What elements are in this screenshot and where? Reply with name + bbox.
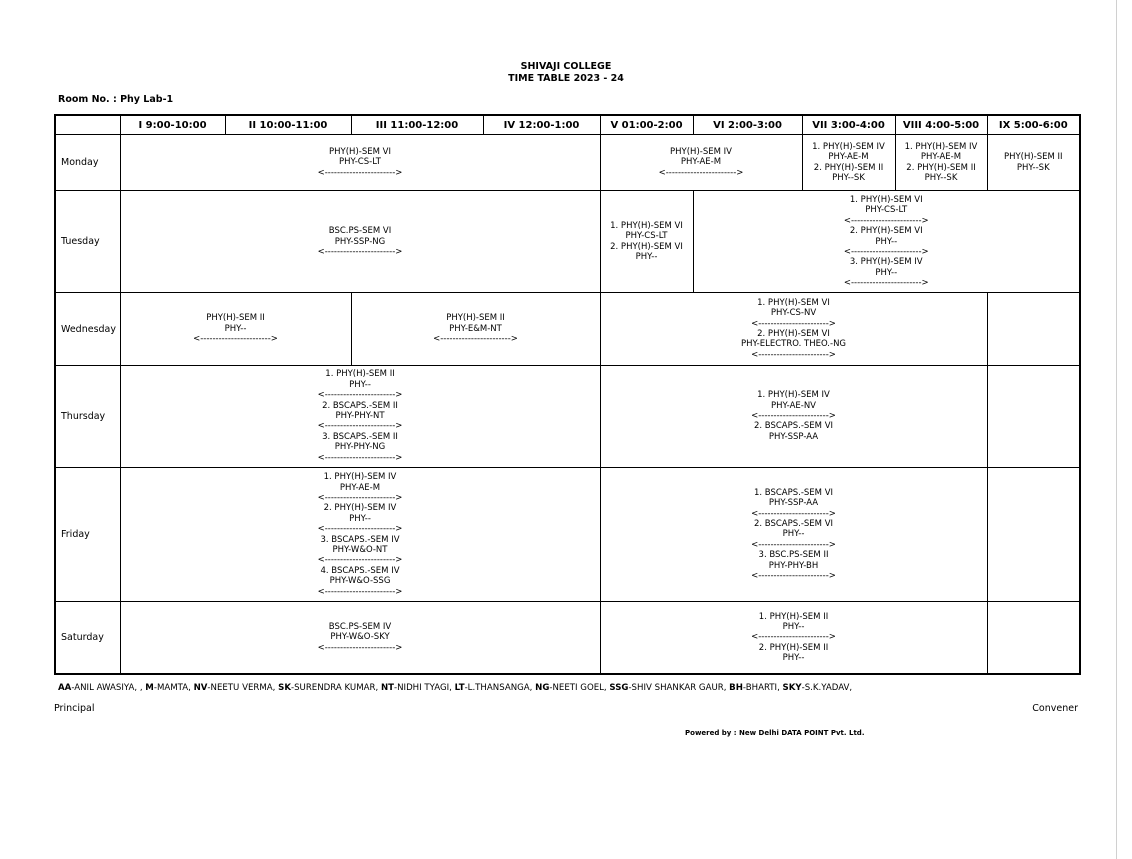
class-line: 2. BSCAPS.-SEM II bbox=[322, 400, 398, 411]
period-header: III 11:00-12:00 bbox=[351, 115, 483, 135]
class-line: 3. BSC.PS-SEM II bbox=[758, 550, 829, 561]
class-line: PHY-W&O-NT bbox=[332, 544, 388, 555]
slot-cell-empty bbox=[987, 365, 1080, 467]
legend-name: -BHARTI, bbox=[742, 683, 783, 693]
class-line: 2. PHY(H)-SEM VI bbox=[849, 226, 923, 237]
slot-cell bbox=[600, 602, 987, 674]
day-label: Thursday bbox=[55, 365, 120, 467]
class-line: PHY-CS-NV bbox=[770, 308, 817, 319]
class-line: PHY-ELECTRO. THEO.-NG bbox=[740, 339, 847, 350]
class-line: 1. PHY(H)-SEM II bbox=[758, 611, 829, 622]
span-arrow: <-----------------------> bbox=[317, 555, 403, 566]
legend-name: -MAMTA, bbox=[153, 683, 194, 693]
class-line: PHY-SSP-AA bbox=[768, 498, 819, 509]
class-line: PHY-SSP-NG bbox=[334, 236, 386, 247]
period-header: I 9:00-10:00 bbox=[120, 115, 225, 135]
class-line: BSC.PS-SEM IV bbox=[328, 622, 392, 633]
slot-cell bbox=[351, 293, 600, 365]
class-line: 2. PHY(H)-SEM II bbox=[813, 162, 884, 173]
slot-cell bbox=[600, 293, 987, 365]
class-line: PHY(H)-SEM II bbox=[1003, 152, 1063, 163]
span-arrow: <-----------------------> bbox=[843, 247, 929, 258]
slot-cell bbox=[895, 135, 987, 191]
span-arrow: <-----------------------> bbox=[751, 508, 836, 519]
class-line: 2. BSCAPS.-SEM VI bbox=[753, 421, 834, 432]
span-arrow: <-----------------------> bbox=[751, 539, 836, 550]
slot-cell-empty bbox=[987, 293, 1080, 365]
timetable bbox=[54, 114, 1081, 675]
span-arrow: <-----------------------> bbox=[751, 571, 836, 581]
class-line: 1. PHY(H)-SEM IV bbox=[323, 472, 397, 483]
slot-cell bbox=[600, 365, 987, 467]
convener-signature: Convener bbox=[1032, 703, 1078, 714]
span-arrow: <-----------------------> bbox=[317, 524, 403, 535]
legend-name: -NIDHI TYAGI, bbox=[394, 683, 455, 693]
day-label: Wednesday bbox=[55, 293, 120, 365]
class-line: PHY-AE-M bbox=[339, 482, 381, 493]
class-line: PHY-- bbox=[782, 622, 805, 633]
class-line: PHY-- bbox=[782, 653, 805, 664]
class-line: PHY--SK bbox=[1016, 162, 1050, 173]
slot-cell bbox=[802, 135, 895, 191]
class-line: PHY-- bbox=[224, 323, 247, 334]
slot-cell bbox=[120, 467, 600, 601]
span-arrow: <-----------------------> bbox=[751, 632, 836, 643]
legend-name: -NEETI GOEL, bbox=[549, 683, 610, 693]
legend-code: SKY bbox=[782, 683, 802, 693]
class-line: 1. PHY(H)-SEM IV bbox=[757, 390, 830, 401]
class-line: PHY--SK bbox=[924, 173, 958, 184]
class-line: 1. PHY(H)-SEM VI bbox=[757, 297, 830, 308]
row-saturday bbox=[55, 602, 1080, 674]
legend-name: -NEETU VERMA, bbox=[207, 683, 279, 693]
class-line: 4. BSCAPS.-SEM IV bbox=[320, 565, 400, 576]
class-line: 3. BSCAPS.-SEM IV bbox=[320, 534, 400, 545]
day-label: Monday bbox=[55, 135, 120, 191]
class-line: 2. BSCAPS.-SEM VI bbox=[753, 518, 834, 529]
span-arrow: <-----------------------> bbox=[317, 492, 403, 503]
class-line: PHY-W&O-SKY bbox=[330, 632, 390, 643]
day-label: Friday bbox=[55, 467, 120, 601]
row-monday bbox=[55, 135, 1080, 191]
class-line: PHY(H)-SEM II bbox=[206, 313, 265, 324]
slot-cell bbox=[987, 135, 1080, 191]
legend-code: NG bbox=[535, 683, 550, 693]
class-line: PHY-SSP-AA bbox=[768, 431, 819, 442]
class-line: PHY(H)-SEM II bbox=[446, 313, 505, 324]
row-thursday bbox=[55, 365, 1080, 467]
class-line: PHY(H)-SEM IV bbox=[670, 147, 732, 157]
day-label: Saturday bbox=[55, 602, 120, 674]
class-line: 1. PHY(H)-SEM IV bbox=[904, 141, 978, 152]
legend-code: SSG bbox=[609, 683, 629, 693]
class-line: PHY-PHY-BH bbox=[768, 560, 819, 571]
span-arrow: <-----------------------> bbox=[843, 215, 929, 226]
span-arrow: <-----------------------> bbox=[751, 411, 836, 422]
span-arrow: <-----------------------> bbox=[317, 390, 403, 401]
span-arrow: <-----------------------> bbox=[317, 247, 403, 258]
page-edge bbox=[1116, 0, 1132, 859]
class-line: 1. PHY(H)-SEM VI bbox=[849, 194, 923, 205]
legend-code: AA bbox=[58, 683, 72, 693]
class-line: PHY--SK bbox=[832, 173, 865, 184]
faculty-legend bbox=[58, 683, 852, 693]
class-line: 3. BSCAPS.-SEM II bbox=[322, 431, 398, 442]
legend-name: -SURENDRA KUMAR, bbox=[290, 683, 381, 693]
span-arrow: <-----------------------> bbox=[317, 586, 403, 597]
legend-code: SK bbox=[278, 683, 291, 693]
slot-cell-empty bbox=[987, 467, 1080, 601]
class-line: PHY-- bbox=[782, 529, 805, 540]
class-line: 2. PHY(H)-SEM II bbox=[758, 642, 829, 653]
corner-cell bbox=[55, 115, 120, 135]
class-line: PHY-CS-LT bbox=[339, 157, 381, 168]
class-line: PHY-PHY-NG bbox=[334, 442, 386, 453]
slot-cell bbox=[120, 602, 600, 674]
class-line: BSC.PS-SEM VI bbox=[328, 226, 392, 237]
span-arrow: <-----------------------> bbox=[317, 421, 403, 432]
span-arrow: <-----------------------> bbox=[317, 452, 403, 463]
day-label: Tuesday bbox=[55, 191, 120, 293]
row-wednesday bbox=[55, 293, 1080, 365]
period-header: II 10:00-11:00 bbox=[225, 115, 351, 135]
timetable-title: TIME TABLE 2023 - 24 bbox=[508, 73, 624, 84]
span-arrow: <-----------------------> bbox=[317, 642, 403, 653]
row-friday bbox=[55, 467, 1080, 601]
class-line: 1. BSCAPS.-SEM VI bbox=[753, 487, 834, 498]
class-line: 2. PHY(H)-SEM II bbox=[906, 162, 976, 173]
legend-code: NT bbox=[380, 683, 394, 693]
room-number: Room No. : Phy Lab-1 bbox=[58, 94, 174, 105]
class-line: PHY-- bbox=[875, 236, 898, 247]
header-row bbox=[55, 115, 1080, 135]
principal-signature: Principal bbox=[54, 703, 95, 714]
legend-code: BH bbox=[729, 683, 743, 693]
class-line: 2. PHY(H)-SEM VI bbox=[757, 329, 830, 340]
class-line: PHY-- bbox=[875, 267, 898, 278]
class-line: PHY-AE-M bbox=[680, 157, 722, 168]
span-arrow: <-----------------------> bbox=[751, 349, 836, 360]
slot-cell bbox=[600, 135, 802, 191]
class-line: PHY-- bbox=[349, 513, 371, 524]
period-header: IX 5:00-6:00 bbox=[987, 115, 1080, 135]
class-line: PHY-CS-LT bbox=[625, 231, 668, 242]
legend-name: -SHIV SHANKAR GAUR, bbox=[628, 683, 730, 693]
slot-cell bbox=[693, 191, 1080, 293]
legend-code: M bbox=[145, 683, 154, 693]
span-arrow: <-----------------------> bbox=[843, 278, 929, 289]
class-line: PHY-W&O-SSG bbox=[329, 576, 391, 587]
span-arrow: <-----------------------> bbox=[193, 334, 278, 345]
class-line: PHY-- bbox=[349, 379, 371, 390]
class-line: PHY-AE-M bbox=[828, 152, 869, 163]
slot-cell bbox=[120, 293, 351, 365]
slot-cell-empty bbox=[987, 602, 1080, 674]
slot-cell bbox=[120, 365, 600, 467]
slot-cell bbox=[600, 467, 987, 601]
class-line: 2. PHY(H)-SEM VI bbox=[610, 241, 683, 252]
legend-code: NV bbox=[193, 683, 208, 693]
class-line: PHY-CS-LT bbox=[865, 205, 908, 216]
span-arrow: <-----------------------> bbox=[751, 318, 836, 329]
class-line: PHY-E&M-NT bbox=[449, 323, 502, 334]
class-line: PHY-PHY-NT bbox=[335, 411, 385, 422]
period-header: V 01:00-2:00 bbox=[600, 115, 693, 135]
slot-cell bbox=[120, 191, 600, 293]
class-line: 1. PHY(H)-SEM VI bbox=[610, 221, 683, 231]
legend-name: -L.THANSANGA, bbox=[464, 683, 536, 693]
span-arrow: <-----------------------> bbox=[317, 167, 403, 178]
row-tuesday bbox=[55, 191, 1080, 293]
class-line: PHY-AE-NV bbox=[770, 400, 816, 411]
class-line: 1. PHY(H)-SEM IV bbox=[812, 141, 885, 152]
legend-code: LT bbox=[454, 683, 465, 693]
period-header: VII 3:00-4:00 bbox=[802, 115, 895, 135]
class-line: PHY-AE-M bbox=[920, 152, 962, 163]
college-name: SHIVAJI COLLEGE bbox=[520, 61, 612, 72]
slot-cell bbox=[120, 135, 600, 191]
class-line: 2. PHY(H)-SEM IV bbox=[323, 503, 397, 514]
class-line: PHY(H)-SEM VI bbox=[329, 147, 391, 157]
class-line: 1. PHY(H)-SEM II bbox=[325, 369, 395, 380]
period-header: IV 12:00-1:00 bbox=[483, 115, 600, 135]
class-line: PHY-- bbox=[635, 252, 658, 263]
legend-name: -ANIL AWASIYA, , bbox=[71, 683, 146, 693]
class-line: 3. PHY(H)-SEM IV bbox=[849, 257, 923, 268]
span-arrow: <-----------------------> bbox=[658, 167, 744, 178]
legend-name: -S.K.YADAV, bbox=[801, 683, 853, 693]
powered-by: Powered by : New Delhi DATA POINT Pvt. Ltd. bbox=[685, 729, 865, 737]
period-header: VIII 4:00-5:00 bbox=[895, 115, 987, 135]
span-arrow: <-----------------------> bbox=[433, 334, 518, 345]
slot-cell bbox=[600, 191, 693, 293]
period-header: VI 2:00-3:00 bbox=[693, 115, 802, 135]
